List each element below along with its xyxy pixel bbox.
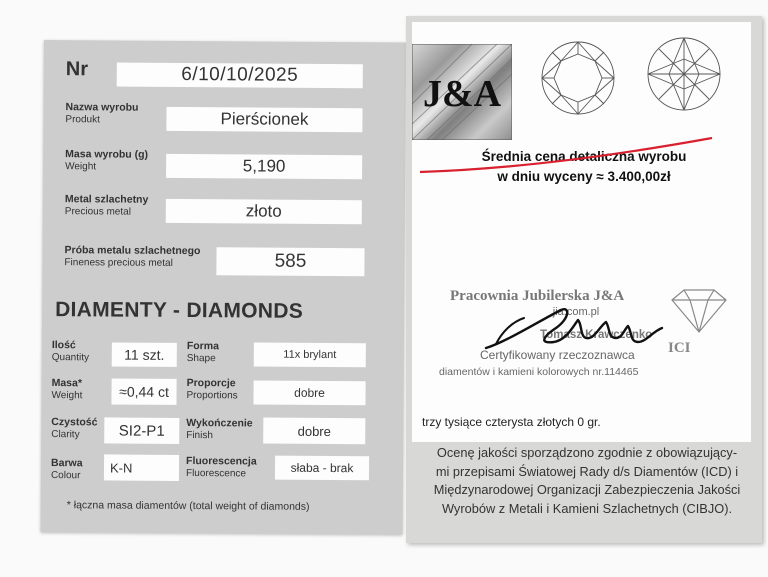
hologram-logo — [412, 44, 512, 140]
nr-label: Nr — [65, 58, 89, 81]
stamp-company: Pracownia Jubilerska J&A — [450, 288, 625, 304]
proportions-label: Proporcje Proportions — [186, 377, 238, 402]
product-value: Pierścionek — [166, 107, 362, 132]
certificate-right-page — [406, 16, 762, 543]
fluorescence-value: słaba - brak — [275, 456, 369, 481]
certificate-left-page — [41, 40, 406, 535]
signature — [466, 292, 686, 362]
shape-label: Forma Shape — [186, 340, 220, 364]
fluorescence-label: Fluorescencja Fluorescence — [185, 455, 257, 480]
amount-in-words: trzy tysiące czterysta złotych 0 gr. — [422, 415, 601, 429]
colour-value: K-N — [104, 454, 179, 481]
metal-label: Metal szlachetny Precious metal — [64, 193, 149, 218]
fineness-value: 585 — [216, 247, 364, 276]
quantity-value: 11 szt. — [112, 342, 177, 366]
mass-value: ≈0,44 ct — [111, 378, 176, 404]
colour-label: Barwa Colour — [50, 457, 83, 482]
disclaimer-line: mi przepisami Światowej Rady d/s Diamentów (ICD) i — [435, 463, 739, 479]
finish-label: Wykończenie Finish — [186, 417, 253, 441]
weight-label: Masa wyrobu (g) Weight — [65, 148, 149, 173]
stamp-title: Certyfikowany rzeczoznawca — [480, 348, 635, 362]
logo-text: J&A — [422, 73, 502, 115]
clarity-label: Czystość Clarity — [51, 416, 98, 441]
disclaimer-line: Wyrobów z Metali i Kamieni Szlachetnych (CIBJO). — [441, 500, 733, 516]
diamonds-heading: DIAMENTY - DIAMONDS — [55, 298, 304, 323]
proportions-value: dobre — [253, 380, 365, 405]
stamp-appraiser: Tomasz Krawczenko — [540, 329, 653, 341]
mass-label: Masa* Weight — [51, 377, 83, 402]
weight-value: 5,190 — [166, 154, 362, 179]
product-label: Nazwa wyrobu Produkt — [65, 101, 139, 126]
finish-value: dobre — [263, 418, 365, 445]
disclaimer-line: Ocenę jakości sporządzono zgodnie z obowiązujący- — [436, 445, 738, 460]
stamp-ici-mark: ICI — [668, 340, 691, 356]
footnote: * łączna masa diamentów (total weight of diamonds) — [66, 499, 310, 513]
price-line-2: w dniu wyceny ≈ 3.400,00zł — [497, 169, 671, 184]
diamond-top-view-icon — [542, 42, 614, 114]
diamond-diagrams — [526, 30, 746, 120]
diamond-bottom-view-icon — [648, 38, 720, 110]
clarity-value: SI2-P1 — [104, 417, 179, 444]
disclaimer-line: Międzynarodowej Organizacji Zabezpieczenia Jakości — [433, 482, 741, 497]
stamp-registration: diamentów i kamieni kolorowych nr.114465 — [439, 366, 639, 378]
metal-value: złoto — [166, 199, 362, 224]
shape-value: 11x brylant — [254, 342, 366, 367]
quantity-label: Ilość Quantity — [51, 339, 90, 364]
nr-value: 6/10/10/2025 — [117, 63, 363, 89]
fineness-label: Próba metalu szlachetnego Fineness precious metal — [64, 244, 201, 269]
disclaimer — [416, 444, 758, 518]
stamp-website: jia.com.pl — [552, 306, 600, 318]
price-line-1: Średnia cena detaliczna wyrobu — [481, 149, 687, 164]
